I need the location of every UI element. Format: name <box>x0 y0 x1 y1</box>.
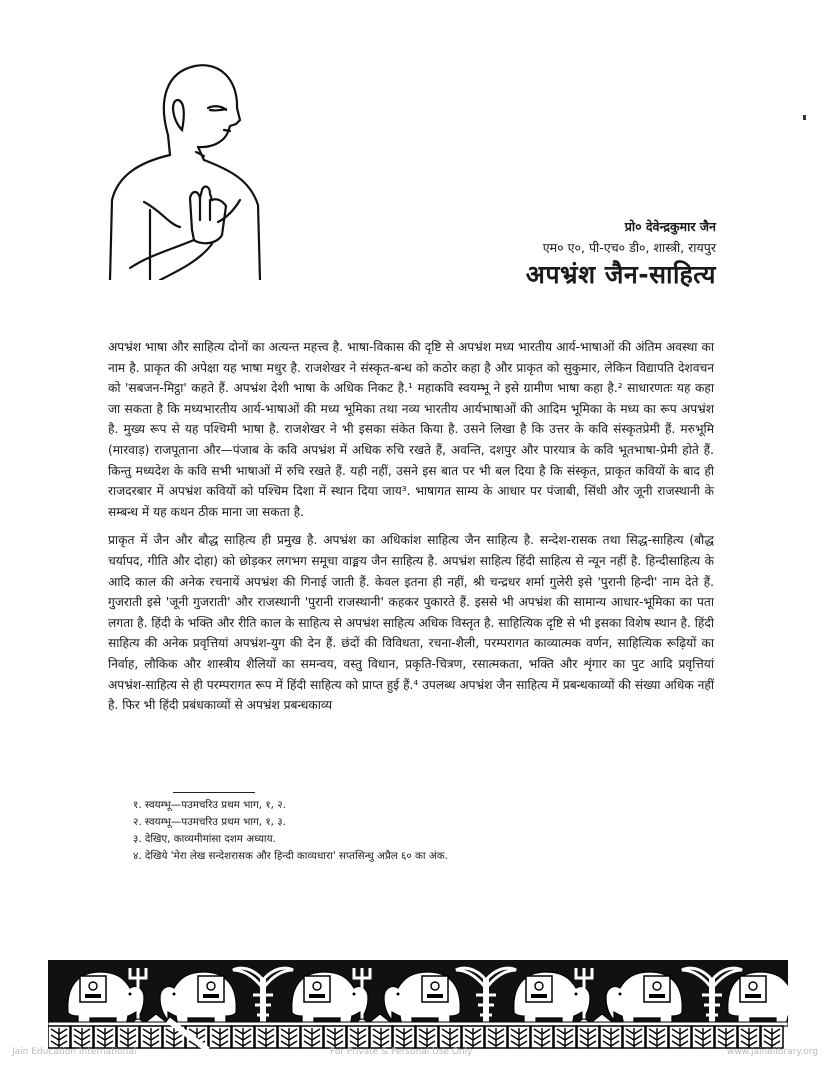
monk-drawing-icon <box>100 30 330 280</box>
footer-website-link[interactable]: www.jainelibrary.org <box>726 1047 818 1057</box>
page-mark <box>803 115 806 120</box>
monk-illustration <box>100 30 330 280</box>
footnotes <box>133 797 448 865</box>
author-name: प्रो० देवेन्द्रकुमार जैन <box>624 219 716 234</box>
elephant-frieze-icon <box>48 950 788 1050</box>
footnote-item: १. स्वयम्भू—पउमचरिउ प्रथम भाग, १, २. <box>133 799 286 811</box>
footer-usage-note: For Private & Personal Use Only <box>330 1047 473 1057</box>
paragraph: अपभ्रंश भाषा और साहित्य दोनों का अत्यन्त महत्त्व है. भाषा-विकास की दृष्टि से अपभ्रंश मध्य भारतीय आर्य-भाषाओं की अंतिम अवस्था का नाम है. प्राकृत की अपेक्षा यह भाषा मधुर है. राजशेखर ने संस्कृत-बन्ध को कठोर कहा है और प्राकृत को सुकुमार, लेकिन विद्यापति देशवचन को 'सबजन-मिट्ठा' कहते हैं. अपभ्रंश देशी भाषा के अधिक निकट है.¹ महाकवि स्वयम्भू ने इसे ग्रामीण भाषा कहा है.² साधारणतः यह कहा जा सकता है कि मध्यभारतीय आर्य-भाषाओं की मध्य भूमिका तथा नव्य भारतीय आर्यभाषाओं की आदिम भूमिका के मध्य का रूप अपभ्रंश है. मुख्य रूप से यह पश्चिमी भाषा है. राजशेखर ने भी इसका संकेत किया है. उसने लिखा है कि उत्तर के कवि संस्कृतप्रेमी हैं. मरुभूमि (मारवाड़) राजपूताना और—पंजाब के कवि अपभ्रंश में अधिक रुचि रखते हैं, अवन्ति, दशपुर और पारयात्र के कवि भूतभाषा-प्रेमी होते हैं. किन्तु मध्यदेश के कवि सभी भाषाओं में रुचि रखते हैं. यही नहीं, उसने इस बात पर भी बल दिया है कि संस्कृत, प्राकृत कवियों के बाद ही राजदरबार में अपभ्रंश कवियों को पश्चिम दिशा में स्थान दिया जाय³. भाषागत साम्य के आधार पर पंजाबी, सिंधी और जूनी राजस्थानी के सम्बन्ध में यह कथन ठीक माना जा सकता है. <box>108 340 714 519</box>
paragraph: प्राकृत में जैन और बौद्ध साहित्य ही प्रमुख है. अपभ्रंश का अधिकांश साहित्य जैन साहित्य है. सन्देश-रासक तथा सिद्ध-साहित्य (बौद्ध चर्यापद, गीति और दोहा) को छोड़कर लगभग समूचा वाङ्मय जैन साहित्य है. अपभ्रंश साहित्य हिंदी साहित्य से न्यून नहीं है. हिन्दीसाहित्य के आदि काल की अनेक रचनायें अपभ्रंश की गिनाई जाती हैं. केवल इतना ही नहीं, श्री चन्द्रधर शर्मा गुलेरी इसे 'पुरानी हिन्दी' नाम देते हैं. गुजराती इसे 'जूनी गुजराती' और राजस्थानी 'पुरानी राजस्थानी' कहकर पुकारते हैं. इससे भी अपभ्रंश की सामान्य आधार-भूमिका का पता लगता है. हिंदी के भक्ति और रीति काल के साहित्य से अपभ्रंश साहित्य अधिक विस्तृत है. साहित्यिक दृष्टि से भी इसका विशेष स्थान है. हिंदी साहित्य की अनेक प्रवृत्तियां अपभ्रंश-युग की देन हैं. छंदों की विविधता, रचना-शैली, परम्परागत काव्यात्मक वर्णन, साहित्यिक रूढ़ियों का निर्वाह, लौकिक और शास्त्रीय शैलियों का समन्वय, वस्तु विधान, प्रकृति-चित्रण, रसात्मकता, भक्ति और शृंगार का पुट आदि प्रवृत्तियां अपभ्रंश-साहित्य से ही परम्परागत रूप में हिंदी साहित्य को प्राप्त हुई हैं.⁴ उपलब्ध अपभ्रंश जैन साहित्य में प्रबन्धकाव्यों की संख्या अधिक नहीं है. फिर भी हिंदी प्रबंधकाव्यों से अपभ्रंश प्रबन्धकाव्य <box>108 533 714 713</box>
footer-publisher: Jain Education International <box>12 1047 137 1057</box>
article-body <box>108 337 714 724</box>
elephant-border-illustration <box>48 950 788 1050</box>
byline <box>526 218 716 290</box>
author-qualifications: एम० ए०, पी-एच० डी०, शास्त्री, रायपुर <box>542 240 716 255</box>
article-title: अपभ्रंश जैन-साहित्य <box>525 260 716 289</box>
footnote-item: ३. देखिए, काव्यमीमांसा दशम अध्याय. <box>133 833 276 845</box>
footnote-item: ४. देखिये 'मेरा लेख सन्देशरासक और हिन्दी काव्यधारा' सप्तसिन्धु अप्रैल ६० का अंक. <box>133 850 448 862</box>
footnote-divider <box>173 792 255 793</box>
footnote-item: २. स्वयम्भू—पउमचरिउ प्रथम भाग, १, ३. <box>133 816 286 828</box>
